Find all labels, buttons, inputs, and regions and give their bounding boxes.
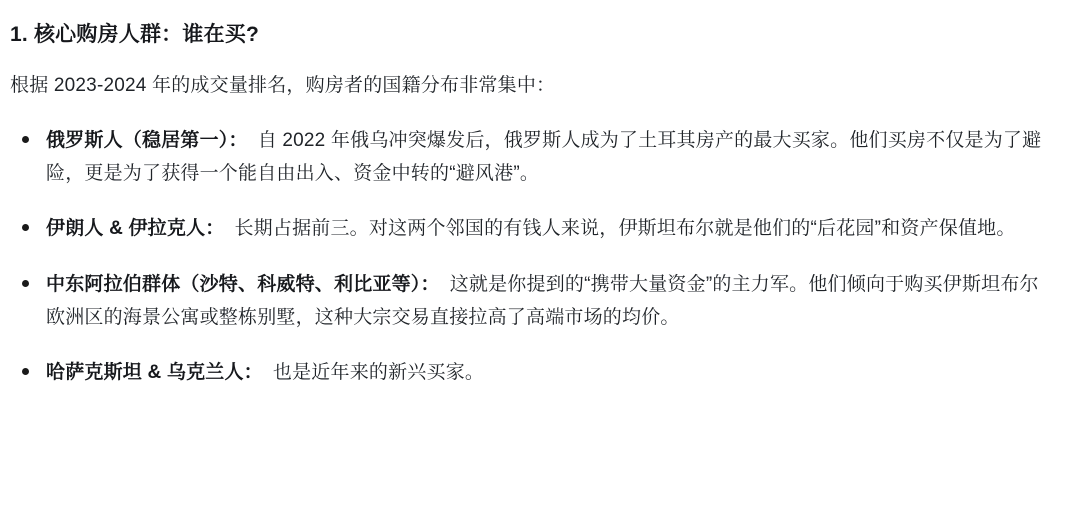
list-item-term: 哈萨克斯坦 & 乌克兰人： — [46, 362, 263, 384]
list-item-term: 伊朗人 & 伊拉克人： — [46, 218, 225, 240]
bullet-dot-icon — [22, 368, 29, 375]
list-item-text: 自 2022 年俄乌冲突爆发后，俄罗斯人成为了土耳其房产的最大买家。他们买房不仅是为了避险，更是为了获得一个能自由出入、资金中转的“避风港”。 — [46, 129, 1042, 185]
page-title: 1. 核心购房人群：谁在买? — [10, 23, 259, 46]
list-item — [10, 124, 1050, 191]
list-item-text: 长期占据前三。对这两个邻国的有钱人来说，伊斯坦布尔就是他们的“后花园”和资产保值地。 — [234, 218, 1016, 240]
bullet-dot-icon — [22, 136, 29, 143]
list-item-term: 俄罗斯人（稳居第一）： — [46, 129, 248, 151]
intro-paragraph: 根据 2023-2024 年的成交量排名，购房者的国籍分布非常集中： — [10, 75, 556, 97]
bullet-dot-icon — [22, 280, 29, 287]
list-item — [10, 268, 1050, 335]
bullet-dot-icon — [22, 224, 29, 231]
list-item-term: 中东阿拉伯群体（沙特、科威特、利比亚等）： — [46, 273, 440, 295]
buyer-groups-list — [10, 124, 1050, 390]
list-item-text: 这就是你提到的“携带大量资金”的主力军。他们倾向于购买伊斯坦布尔欧洲区的海景公寓或整栋别墅，这种大宗交易直接拉高了高端市场的均价。 — [46, 273, 1039, 328]
list-item — [10, 356, 1050, 389]
list-item — [10, 212, 1050, 245]
list-item-text: 也是近年来的新兴买家。 — [272, 362, 485, 384]
